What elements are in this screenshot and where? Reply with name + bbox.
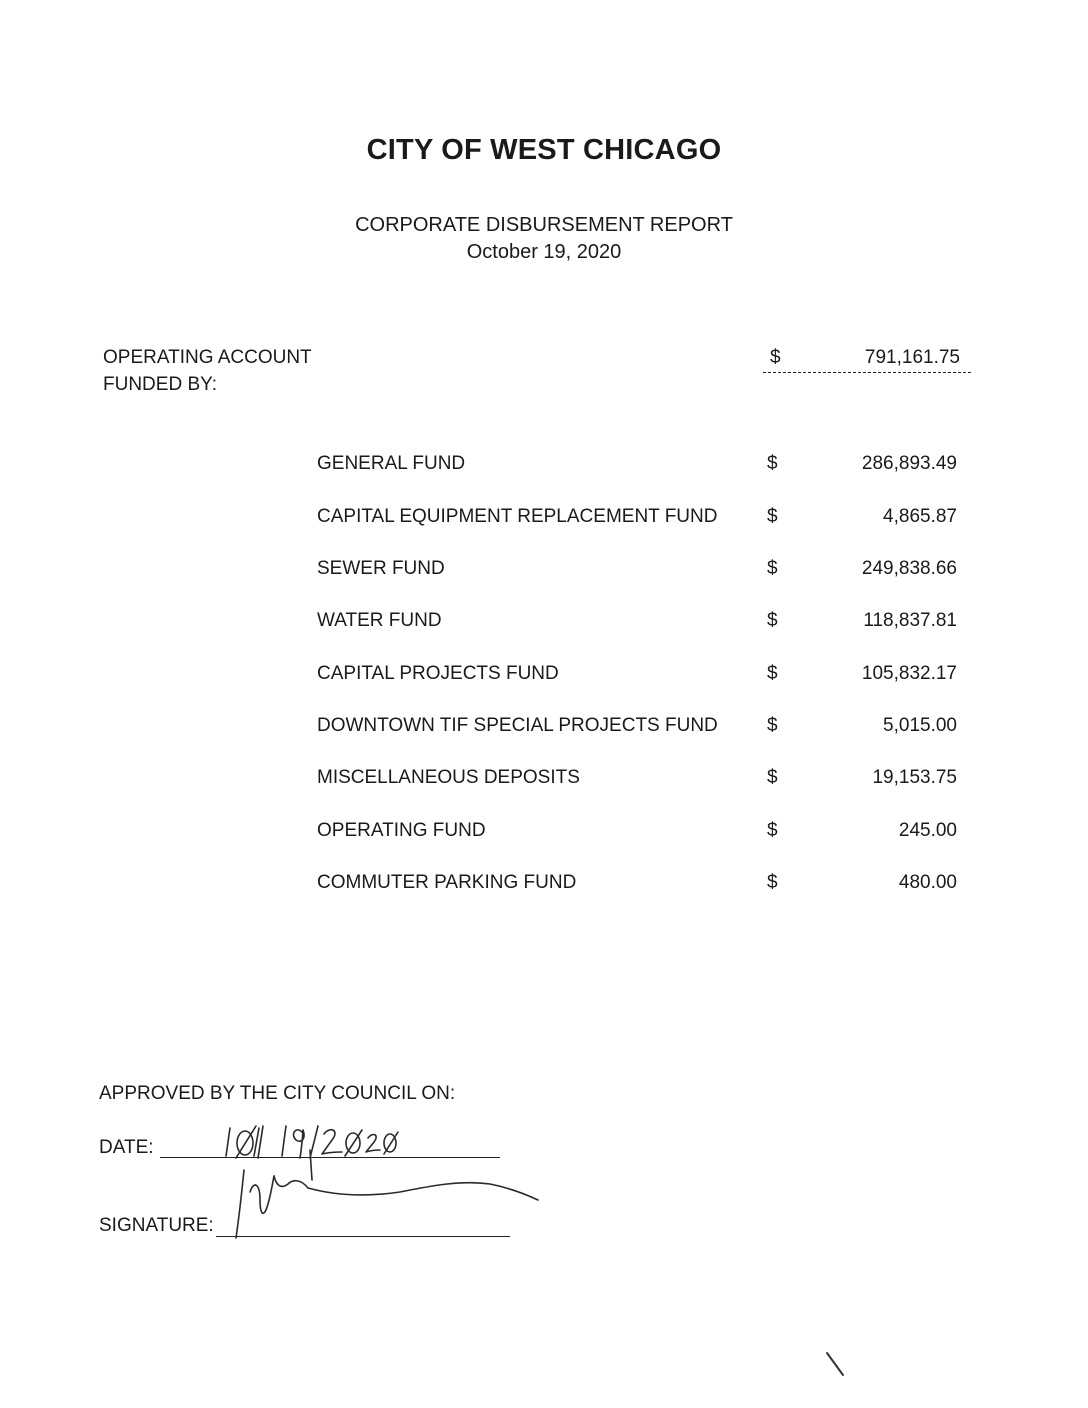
report-date: October 19, 2020 — [466, 241, 622, 263]
fund-name: GENERAL FUND — [317, 453, 466, 474]
fund-name: CAPITAL EQUIPMENT REPLACEMENT FUND — [317, 506, 718, 527]
fund-amount: 118,837.81 — [863, 610, 957, 631]
fund-name: COMMUTER PARKING FUND — [317, 872, 577, 893]
fund-amount: 480.00 — [898, 872, 957, 893]
approved-label: APPROVED BY THE CITY COUNCIL ON: — [99, 1083, 456, 1104]
fund-currency: $ — [767, 767, 778, 788]
fund-currency: $ — [767, 715, 778, 736]
fund-name: MISCELLANEOUS DEPOSITS — [317, 767, 580, 788]
handwritten-date-and-signature — [160, 1110, 550, 1245]
fund-currency: $ — [767, 663, 778, 684]
fund-amount: 249,838.66 — [861, 558, 957, 579]
fund-amount: 105,832.17 — [861, 663, 957, 684]
fund-name: WATER FUND — [317, 610, 442, 631]
stray-pen-mark — [815, 1345, 855, 1385]
date-label: DATE: — [99, 1137, 154, 1158]
fund-amount: 19,153.75 — [872, 767, 957, 788]
operating-account-label: OPERATING ACCOUNT — [103, 347, 312, 368]
fund-name: DOWNTOWN TIF SPECIAL PROJECTS FUND — [317, 715, 718, 736]
total-divider — [763, 372, 971, 373]
funded-by-label: FUNDED BY: — [103, 374, 218, 395]
fund-name: CAPITAL PROJECTS FUND — [317, 663, 559, 684]
fund-name: OPERATING FUND — [317, 820, 486, 841]
fund-currency: $ — [767, 558, 778, 579]
operating-account-currency: $ — [770, 347, 781, 368]
fund-amount: 245.00 — [898, 820, 957, 841]
report-title: CITY OF WEST CHICAGO — [366, 134, 722, 166]
fund-currency: $ — [767, 610, 778, 631]
fund-currency: $ — [767, 453, 778, 474]
fund-name: SEWER FUND — [317, 558, 445, 579]
fund-amount: 286,893.49 — [861, 453, 957, 474]
signature-label: SIGNATURE: — [99, 1215, 214, 1236]
fund-currency: $ — [767, 872, 778, 893]
fund-currency: $ — [767, 506, 778, 527]
operating-account-amount: 791,161.75 — [864, 347, 960, 368]
fund-amount: 4,865.87 — [883, 506, 957, 527]
fund-amount: 5,015.00 — [883, 715, 957, 736]
report-subtitle: CORPORATE DISBURSEMENT REPORT — [355, 214, 733, 236]
fund-currency: $ — [767, 820, 778, 841]
